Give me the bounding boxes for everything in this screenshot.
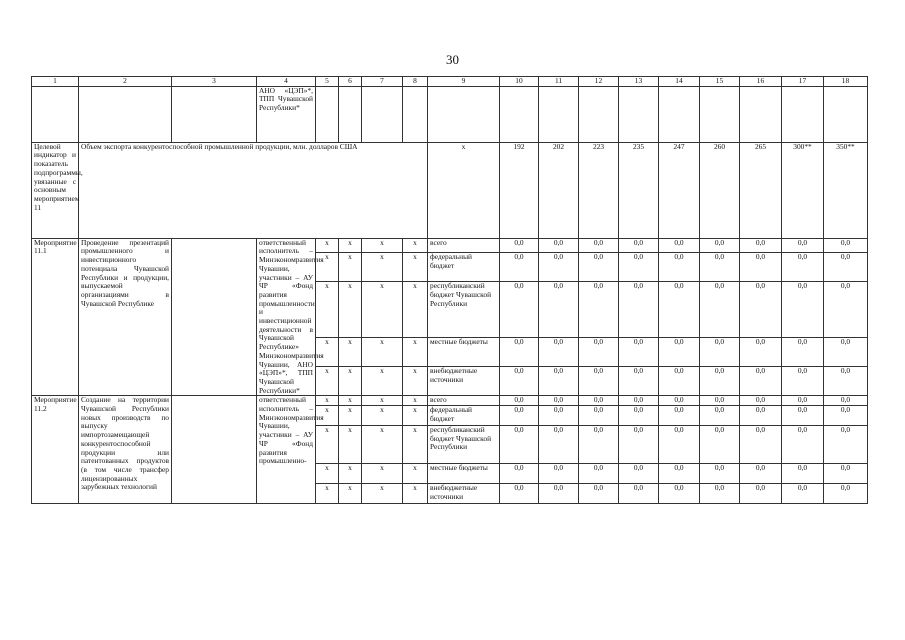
code-cell: x xyxy=(403,406,428,426)
indicator-value: 300** xyxy=(782,142,824,238)
column-number: 11 xyxy=(539,77,579,87)
code-cell: x xyxy=(339,337,362,366)
indicator-value: 247 xyxy=(659,142,700,238)
code-cell: x xyxy=(339,484,362,504)
funding-value: 0,0 xyxy=(824,337,868,366)
indicator-value: 192 xyxy=(500,142,539,238)
cell xyxy=(659,86,700,142)
funding-value: 0,0 xyxy=(740,406,782,426)
funding-value: 0,0 xyxy=(740,396,782,406)
funding-value: 0,0 xyxy=(579,282,619,338)
funding-value: 0,0 xyxy=(579,484,619,504)
code-cell: x xyxy=(362,367,403,396)
funding-value: 0,0 xyxy=(539,367,579,396)
funding-value: 0,0 xyxy=(824,238,868,252)
code-cell: x xyxy=(362,238,403,252)
funding-value: 0,0 xyxy=(500,238,539,252)
funding-source: всего xyxy=(428,238,500,252)
column-number: 8 xyxy=(403,77,428,87)
indicator-col9: x xyxy=(428,142,500,238)
indicator-value: 260 xyxy=(700,142,740,238)
funding-value: 0,0 xyxy=(619,367,659,396)
cell xyxy=(316,86,339,142)
code-cell: x xyxy=(316,396,339,406)
code-cell: x xyxy=(403,337,428,366)
funding-value: 0,0 xyxy=(579,464,619,484)
funding-value: 0,0 xyxy=(659,238,700,252)
funding-value: 0,0 xyxy=(579,426,619,464)
funding-value: 0,0 xyxy=(579,396,619,406)
code-cell: x xyxy=(316,464,339,484)
cell xyxy=(79,86,172,142)
column-number: 14 xyxy=(659,77,700,87)
code-cell: x xyxy=(339,252,362,281)
funding-value: 0,0 xyxy=(500,426,539,464)
funding-value: 0,0 xyxy=(619,396,659,406)
funding-source: внебюджетные источники xyxy=(428,484,500,504)
funding-value: 0,0 xyxy=(700,464,740,484)
funding-value: 0,0 xyxy=(740,464,782,484)
funding-value: 0,0 xyxy=(500,252,539,281)
code-cell: x xyxy=(339,426,362,464)
funding-source: всего xyxy=(428,396,500,406)
funding-value: 0,0 xyxy=(824,367,868,396)
funding-value: 0,0 xyxy=(740,337,782,366)
funding-value: 0,0 xyxy=(539,337,579,366)
code-cell: x xyxy=(362,406,403,426)
code-cell: x xyxy=(316,282,339,338)
funding-value: 0,0 xyxy=(740,484,782,504)
funding-value: 0,0 xyxy=(579,367,619,396)
funding-source: местные бюджеты xyxy=(428,337,500,366)
indicator-value: 223 xyxy=(579,142,619,238)
funding-value: 0,0 xyxy=(659,337,700,366)
funding-source: республиканский бюджет Чувашской Республики xyxy=(428,282,500,338)
funding-value: 0,0 xyxy=(500,337,539,366)
funding-source: федеральный бюджет xyxy=(428,252,500,281)
funding-value: 0,0 xyxy=(579,238,619,252)
cell xyxy=(403,86,428,142)
indicator-value: 202 xyxy=(539,142,579,238)
funding-value: 0,0 xyxy=(700,238,740,252)
cell xyxy=(339,86,362,142)
activity-label: Мероприятие 11.2 xyxy=(32,396,79,504)
code-cell: x xyxy=(316,238,339,252)
funding-value: 0,0 xyxy=(782,282,824,338)
funding-table xyxy=(31,76,868,504)
cell xyxy=(362,86,403,142)
funding-value: 0,0 xyxy=(539,426,579,464)
funding-value: 0,0 xyxy=(824,252,868,281)
indicator-text: Объем экспорта конкурентоспособной промышленной продукции, млн. долларов США xyxy=(79,142,428,238)
column-number: 12 xyxy=(579,77,619,87)
column-number: 7 xyxy=(362,77,403,87)
responsible-cell: ответственный исполнитель – Минэкономразвития Чувашии, участники – АУ ЧР «Фонд развития промышленности и инвестиционной деятельности в Чувашской Республике» Минэкономразвития Чувашии, АНО «ЦЭП»*, ТПП Чувашской Республики* xyxy=(257,238,316,396)
code-cell: x xyxy=(403,396,428,406)
code-cell: x xyxy=(316,484,339,504)
funding-value: 0,0 xyxy=(619,426,659,464)
indicator-value: 265 xyxy=(740,142,782,238)
funding-value: 0,0 xyxy=(579,406,619,426)
cell xyxy=(428,86,500,142)
funding-value: 0,0 xyxy=(824,484,868,504)
funding-value: 0,0 xyxy=(659,426,700,464)
funding-value: 0,0 xyxy=(659,406,700,426)
code-cell: x xyxy=(362,396,403,406)
code-cell: x xyxy=(316,337,339,366)
funding-value: 0,0 xyxy=(619,464,659,484)
column-number: 9 xyxy=(428,77,500,87)
column-number: 15 xyxy=(700,77,740,87)
code-cell: x xyxy=(403,367,428,396)
cell xyxy=(539,86,579,142)
funding-value: 0,0 xyxy=(659,282,700,338)
cell xyxy=(500,86,539,142)
continuation-row xyxy=(32,86,868,142)
column-number: 13 xyxy=(619,77,659,87)
code-cell: x xyxy=(403,238,428,252)
funding-value: 0,0 xyxy=(500,464,539,484)
column-number: 6 xyxy=(339,77,362,87)
cell xyxy=(172,86,257,142)
column-number: 18 xyxy=(824,77,868,87)
page-number: 30 xyxy=(446,52,459,67)
funding-value: 0,0 xyxy=(619,484,659,504)
funding-value: 0,0 xyxy=(579,252,619,281)
funding-value: 0,0 xyxy=(500,367,539,396)
funding-value: 0,0 xyxy=(782,238,824,252)
column-number: 2 xyxy=(79,77,172,87)
funding-value: 0,0 xyxy=(782,484,824,504)
indicator-value: 350** xyxy=(824,142,868,238)
code-cell: x xyxy=(362,464,403,484)
cell xyxy=(700,86,740,142)
cell xyxy=(619,86,659,142)
funding-value: 0,0 xyxy=(500,396,539,406)
funding-value: 0,0 xyxy=(700,282,740,338)
funding-value: 0,0 xyxy=(659,484,700,504)
code-cell: x xyxy=(339,238,362,252)
funding-value: 0,0 xyxy=(619,252,659,281)
funding-value: 0,0 xyxy=(539,238,579,252)
funding-value: 0,0 xyxy=(700,426,740,464)
code-cell: x xyxy=(339,367,362,396)
activity-label: Мероприятие 11.1 xyxy=(32,238,79,396)
column-number: 17 xyxy=(782,77,824,87)
funding-value: 0,0 xyxy=(782,367,824,396)
cell xyxy=(32,86,79,142)
column-number: 5 xyxy=(316,77,339,87)
funding-value: 0,0 xyxy=(740,282,782,338)
code-cell: x xyxy=(316,367,339,396)
funding-value: 0,0 xyxy=(740,238,782,252)
funding-value: 0,0 xyxy=(782,426,824,464)
code-cell: x xyxy=(403,282,428,338)
cell xyxy=(172,238,257,396)
funding-value: 0,0 xyxy=(539,282,579,338)
indicator-label: Целевой индикатор и показатель подпрограммы, увязанные с основным мероприятием 11 xyxy=(32,142,79,238)
column-number: 10 xyxy=(500,77,539,87)
funding-source: федеральный бюджет xyxy=(428,406,500,426)
code-cell: x xyxy=(362,282,403,338)
code-cell: x xyxy=(316,252,339,281)
funding-value: 0,0 xyxy=(500,282,539,338)
funding-value: 0,0 xyxy=(824,464,868,484)
cell xyxy=(579,86,619,142)
column-number: 4 xyxy=(257,77,316,87)
funding-value: 0,0 xyxy=(824,426,868,464)
funding-source: республиканский бюджет Чувашской Республики xyxy=(428,426,500,464)
cell xyxy=(782,86,824,142)
column-number: 3 xyxy=(172,77,257,87)
code-cell: x xyxy=(403,484,428,504)
table-body xyxy=(32,77,868,504)
funding-value: 0,0 xyxy=(782,396,824,406)
code-cell: x xyxy=(403,464,428,484)
code-cell: x xyxy=(339,464,362,484)
funding-value: 0,0 xyxy=(539,484,579,504)
activity-name: Создание на территории Чувашской Республики новых производств по выпуску импортозамещающей конкурентоспособной продукции или патентованных продуктов (в том числе трансфер лицензированных зарубежных технологий xyxy=(79,396,172,504)
code-cell: x xyxy=(362,337,403,366)
funding-value: 0,0 xyxy=(700,484,740,504)
funding-value: 0,0 xyxy=(740,252,782,281)
funding-value: 0,0 xyxy=(659,252,700,281)
code-cell: x xyxy=(316,406,339,426)
funding-value: 0,0 xyxy=(619,282,659,338)
funding-value: 0,0 xyxy=(824,406,868,426)
code-cell: x xyxy=(316,426,339,464)
code-cell: x xyxy=(362,484,403,504)
cell xyxy=(824,86,868,142)
funding-source: внебюджетные источники xyxy=(428,367,500,396)
funding-value: 0,0 xyxy=(782,464,824,484)
funding-value: 0,0 xyxy=(782,337,824,366)
indicator-value: 235 xyxy=(619,142,659,238)
column-number: 1 xyxy=(32,77,79,87)
code-cell: x xyxy=(362,252,403,281)
funding-value: 0,0 xyxy=(700,367,740,396)
funding-value: 0,0 xyxy=(659,367,700,396)
funding-value: 0,0 xyxy=(659,396,700,406)
code-cell: x xyxy=(362,426,403,464)
header-row xyxy=(32,77,868,87)
funding-value: 0,0 xyxy=(700,396,740,406)
funding-value: 0,0 xyxy=(740,367,782,396)
code-cell: x xyxy=(403,426,428,464)
funding-source: местные бюджеты xyxy=(428,464,500,484)
column-number: 16 xyxy=(740,77,782,87)
funding-value: 0,0 xyxy=(782,252,824,281)
funding-value: 0,0 xyxy=(824,282,868,338)
table-row xyxy=(32,238,868,252)
funding-value: 0,0 xyxy=(539,252,579,281)
funding-value: 0,0 xyxy=(824,396,868,406)
funding-value: 0,0 xyxy=(659,464,700,484)
funding-value: 0,0 xyxy=(619,406,659,426)
funding-value: 0,0 xyxy=(700,252,740,281)
indicator-row xyxy=(32,142,868,238)
responsible-cell: АНО «ЦЭП»*, ТПП Чувашской Республики* xyxy=(257,86,316,142)
funding-value: 0,0 xyxy=(740,426,782,464)
cell xyxy=(740,86,782,142)
activity-name: Проведение презентаций промышленного и инвестиционного потенциала Чувашской Республики и продукции, выпускаемой организациями в Чувашской Республике xyxy=(79,238,172,396)
code-cell: x xyxy=(403,252,428,281)
funding-value: 0,0 xyxy=(539,406,579,426)
responsible-cell: ответственный исполнитель – Минэкономразвития Чувашии, участники – АУ ЧР «Фонд развития промышленно- xyxy=(257,396,316,504)
code-cell: x xyxy=(339,406,362,426)
code-cell: x xyxy=(339,396,362,406)
funding-value: 0,0 xyxy=(500,484,539,504)
funding-value: 0,0 xyxy=(700,406,740,426)
funding-value: 0,0 xyxy=(700,337,740,366)
funding-value: 0,0 xyxy=(619,238,659,252)
funding-value: 0,0 xyxy=(782,406,824,426)
funding-value: 0,0 xyxy=(579,337,619,366)
code-cell: x xyxy=(339,282,362,338)
funding-value: 0,0 xyxy=(500,406,539,426)
cell xyxy=(172,396,257,504)
funding-value: 0,0 xyxy=(619,337,659,366)
funding-value: 0,0 xyxy=(539,464,579,484)
funding-value: 0,0 xyxy=(539,396,579,406)
